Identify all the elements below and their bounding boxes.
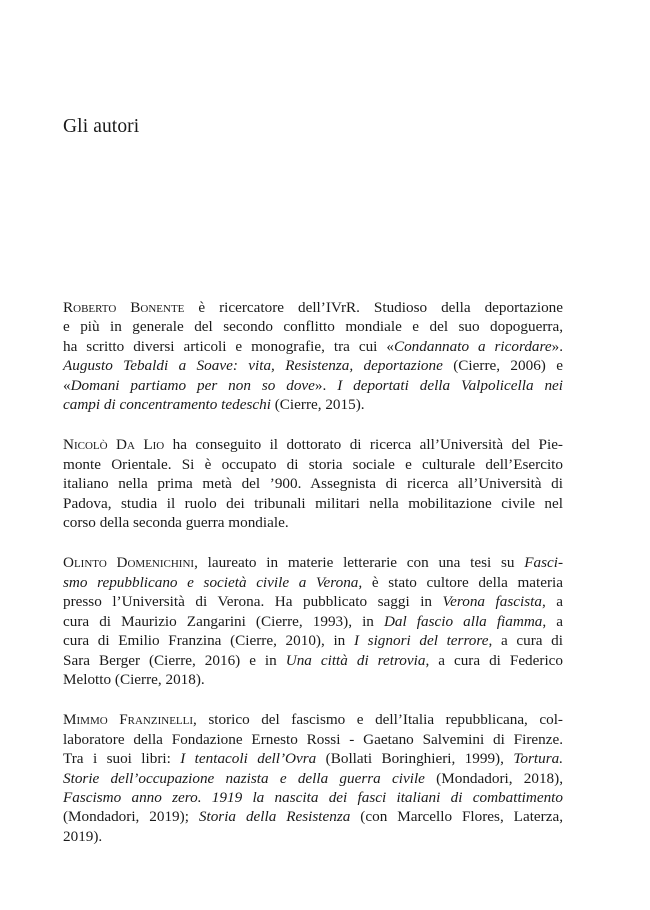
author-name: Roberto Bonente xyxy=(63,299,185,316)
text-run: laboratore della Fondazione Ernesto Rossi - Gaetano Salvemini di Firenze. xyxy=(63,730,563,748)
text-run: ». xyxy=(551,337,564,355)
text-line xyxy=(63,455,563,474)
italic-title: Domani partiamo per non so dove xyxy=(70,376,315,394)
text-line xyxy=(63,376,563,395)
text-run: e più in generale del secondo conflitto mondiale e del suo dopoguerra, xyxy=(63,318,563,336)
author-bio xyxy=(63,553,563,689)
author-name: Mimmo Franzinelli xyxy=(63,711,194,729)
text-line xyxy=(63,651,563,670)
italic-title: Tortura. xyxy=(513,750,563,768)
text-run: (Cierre, 2015). xyxy=(270,396,365,414)
author-bio xyxy=(63,298,563,414)
text-line xyxy=(63,612,563,631)
text-line xyxy=(63,317,563,336)
text-run: ». xyxy=(314,376,338,394)
text-run: , a xyxy=(542,612,564,630)
text-line xyxy=(63,494,563,513)
text-line xyxy=(63,827,563,846)
text-run: ha conseguito il dottorato di ricerca all’Università del Pie- xyxy=(164,436,563,454)
italic-title: Fasci- xyxy=(524,554,564,572)
text-line xyxy=(63,337,563,356)
text-run: ha scritto diversi articoli e monografie, tra cui « xyxy=(63,337,394,355)
text-line xyxy=(63,298,563,317)
text-run: (Mondadori, 2018), xyxy=(424,769,564,787)
text-run: (Mondadori, 2019); xyxy=(63,808,199,826)
italic-title: Augusto Tebaldi a Soave: vita, Resistenza, deportazione xyxy=(63,357,443,375)
author-name: Nicolò Da Lio xyxy=(63,436,165,454)
italic-title: Storia della Resistenza xyxy=(198,808,351,826)
text-run: italiano nella prima metà del ’900. Assegnista di ricerca all’Università di xyxy=(63,475,563,493)
italic-title: I signori del terrore xyxy=(353,632,489,650)
text-run: « xyxy=(63,376,71,394)
italic-title: Una città di retrovia xyxy=(285,651,426,669)
text-line xyxy=(63,474,563,493)
text-line xyxy=(63,730,563,749)
italic-title: Condannato a ricordare xyxy=(393,337,552,355)
italic-title: Verona fascista xyxy=(442,593,542,611)
text-run: , a cura di Federico xyxy=(425,651,564,669)
text-run: , laureato in materie letterarie con una tesi su xyxy=(194,554,525,572)
text-line xyxy=(63,670,563,689)
text-run: monte Orientale. Si è occupato di storia sociale e culturale dell’Esercito xyxy=(63,455,563,473)
text-line xyxy=(63,710,563,729)
author-name: Olinto Domenichini xyxy=(63,554,195,572)
text-run: è ricercatore dell’IVrR. Studioso della deportazione xyxy=(184,299,564,316)
text-run: Padova, studia il ruolo dei tribunali militari nella mobilitazione civile nel xyxy=(63,494,563,512)
text-line xyxy=(63,592,563,611)
author-bios xyxy=(63,298,563,867)
text-run: Sara Berger (Cierre, 2016) e in xyxy=(63,651,286,669)
text-line xyxy=(63,788,563,807)
text-run: presso l’Università di Verona. Ha pubblicato saggi in xyxy=(63,593,443,611)
text-line xyxy=(63,435,563,454)
text-run: , a xyxy=(541,593,563,611)
text-run: (con Marcello Flores, Laterza, xyxy=(350,808,564,826)
italic-title: Dal fascio alla fiamma xyxy=(383,612,543,630)
text-run: è stato cultore della materia xyxy=(362,573,564,591)
text-line xyxy=(63,807,563,826)
text-line xyxy=(63,573,563,592)
text-run: (Bollati Boringhieri, 1999), xyxy=(316,750,514,768)
author-bio xyxy=(63,710,563,846)
text-run: Tra i suoi libri: xyxy=(63,750,181,768)
text-line xyxy=(63,749,563,768)
text-run: 2019). xyxy=(63,827,103,845)
text-run: Melotto (Cierre, 2018). xyxy=(63,670,205,688)
text-line xyxy=(63,631,563,650)
text-line xyxy=(63,513,563,532)
author-bio xyxy=(63,435,563,532)
text-run: cura di Maurizio Zangarini (Cierre, 1993), in xyxy=(63,612,384,630)
text-line xyxy=(63,395,563,414)
italic-title: Storie dell’occupazione nazista e della guerra civile xyxy=(63,769,425,787)
italic-title: campi di concentramento tedeschi xyxy=(63,396,271,414)
text-run: , storico del fascismo e dell’Italia repubblicana, col- xyxy=(193,711,563,729)
italic-title: I tentacoli dell’Ovra xyxy=(180,750,317,768)
page-title: Gli autori xyxy=(63,116,140,137)
italic-title: Fascismo anno zero. 1919 la nascita dei fasci italiani di combattimento xyxy=(63,788,563,806)
text-run: (Cierre, 2006) e xyxy=(442,357,563,375)
text-run: corso della seconda guerra mondiale. xyxy=(63,514,289,532)
text-run: cura di Emilio Franzina (Cierre, 2010), in xyxy=(63,632,354,650)
italic-title: I deportati della Valpolicella nei xyxy=(337,376,563,394)
text-line xyxy=(63,553,563,572)
text-line xyxy=(63,769,563,788)
italic-title: smo repubblicano e società civile a Verona, xyxy=(63,573,363,591)
text-line xyxy=(63,356,563,375)
text-run: , a cura di xyxy=(488,632,563,650)
